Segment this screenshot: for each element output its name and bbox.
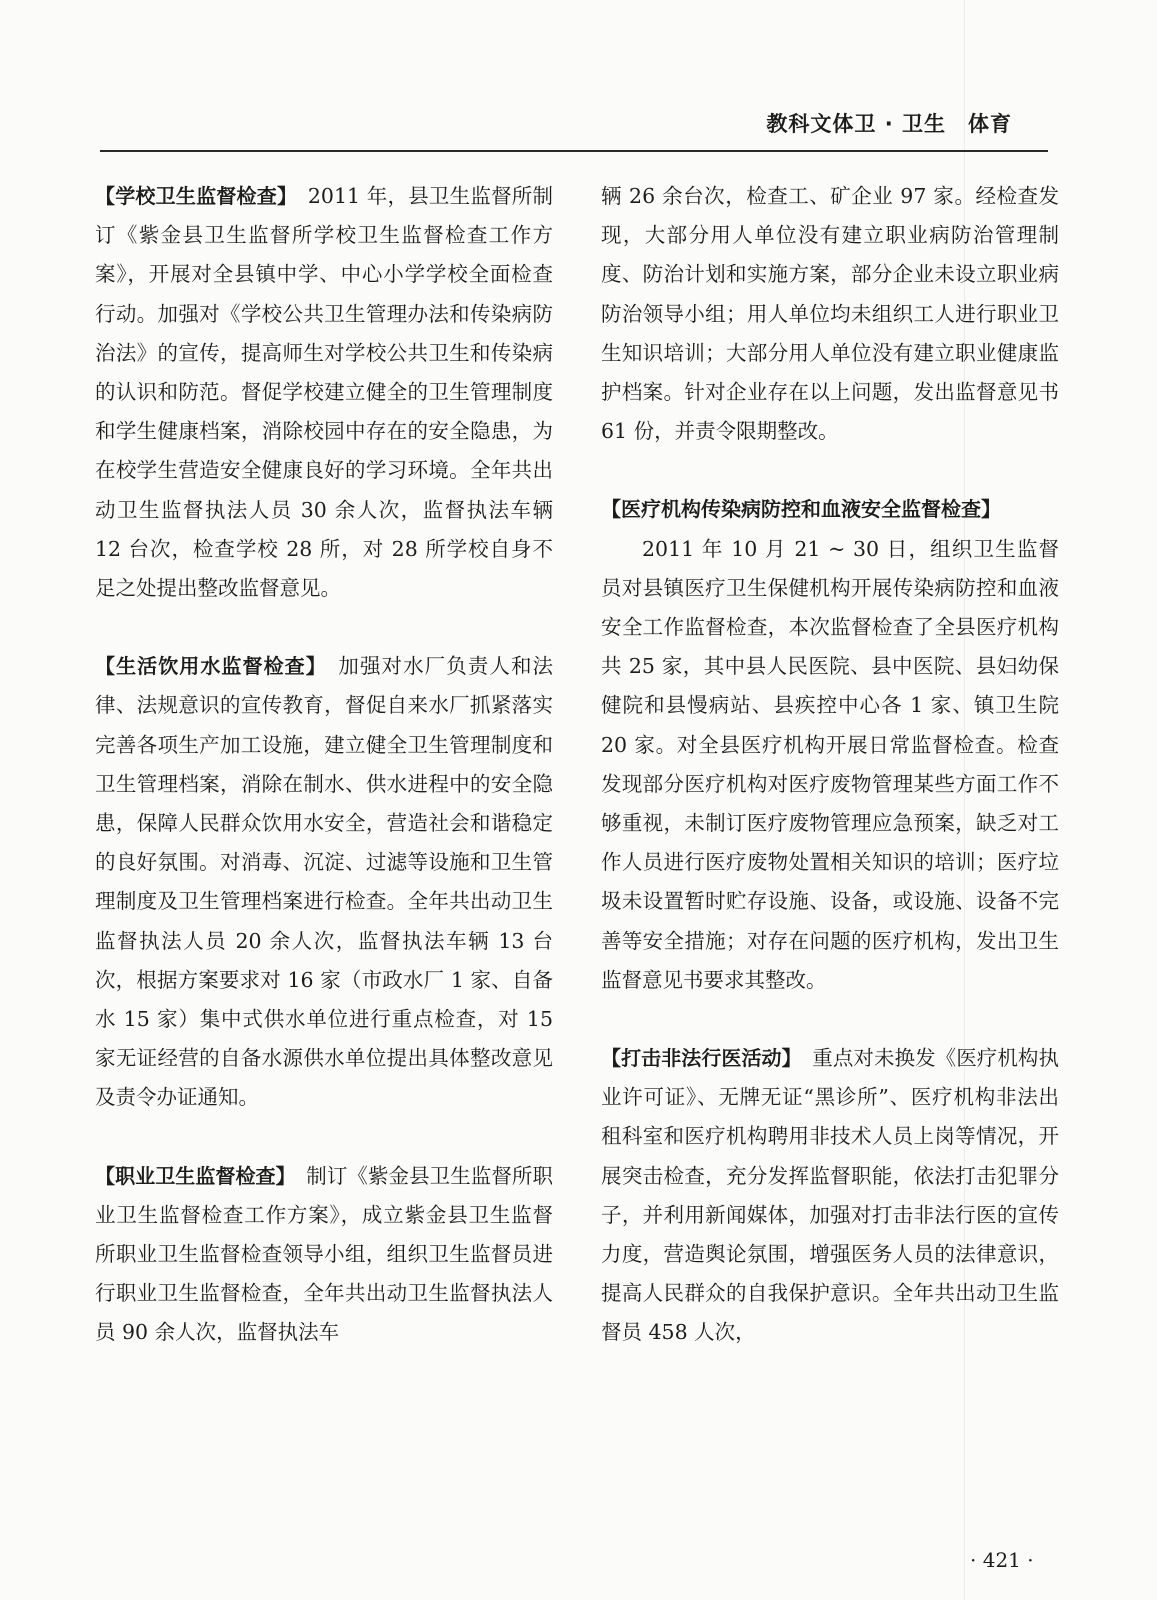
section-occupational-health: [95, 1157, 553, 1353]
section-gap: [95, 1118, 553, 1157]
section-body-paragraph: [601, 530, 1059, 1000]
section-occupational-health-continued: [601, 177, 1059, 451]
section-title: 【医疗机构传染病防控和血液安全监督检查】: [601, 497, 1001, 522]
section-body: 2011 年，县卫生监督所制订《紫金县卫生监督所学校卫生监督检查工作方案》，开展对全县镇中学、中心小学学校全面检查行动。加强对《学校公共卫生管理办法和传染病防治法》的宣传，提高师生对学校公共卫生和传染病的认识和防范。督促学校建立健全的卫生管理制度和学生健康档案，消除校园中存在的安全隐患，为在校学生营造安全健康良好的学习环境。全年共出动卫生监督执法人员 30 余人次，监督执法车辆 12 台次，检查学校 28 所，对 28 所学校自身不足之处提出整改监督意见。: [95, 184, 553, 601]
section-body: 2011 年 10 月 21 ~ 30 日，组织卫生监督员对县镇医疗卫生保健机构开展传染病防控和血液安全工作监督检查，本次监督检查了全县医疗机构共 25 家，其中县人民医院、县中医院、县妇幼保健院和县慢病站、县疾控中心各 1 家、镇卫生院 20 家。对全县医疗机构开展日常监督检查。检查发现部分医疗机构对医疗废物管理某些方面工作不够重视，未制订医疗废物管理应急预案，缺乏对工作人员进行医疗废物处置相关知识的培训；医疗垃圾未设置暂时贮存设施、设备，或设施、设备不完善等安全措施；对存在问题的医疗机构，发出卫生监督意见书要求其整改。: [601, 536, 1059, 992]
section-title: 【学校卫生监督检查】: [95, 184, 288, 208]
section-body: 辆 26 余台次，检查工、矿企业 97 家。经检查发现，大部分用人单位没有建立职业病防治管理制度、防治计划和实施方案，部分企业未设立职业病防治领导小组；用人单位均未组织工人进行职业卫生知识培训；大部分用人单位没有建立职业健康监护档案。针对企业存在以上问题，发出监督意见书 61 份，并责令限期整改。: [601, 184, 1059, 444]
header-title: 教科文体卫 · 卫生 体育: [766, 112, 1012, 136]
section-gap: [95, 608, 553, 647]
section-body: 制订《紫金县卫生监督所职业卫生监督检查工作方案》，成立紫金县卫生监督所职业卫生监督检查领导小组，组织卫生监督员进行职业卫生监督检查，全年共出动卫生监督执法人员 90 余人次，监督执法车: [95, 1163, 554, 1345]
section-title: 【打击非法行医活动】: [601, 1046, 792, 1071]
section-school-hygiene: [95, 177, 553, 608]
section-title: 【职业卫生监督检查】: [95, 1163, 286, 1188]
left-column: [95, 177, 553, 1353]
section-drinking-water: [95, 647, 553, 1117]
section-gap: [601, 451, 1059, 490]
running-header: [100, 110, 1048, 152]
section-title: 【生活饮用水监督检查】: [95, 654, 317, 679]
section-gap: [601, 1000, 1059, 1039]
section-medical-infection-control: [601, 490, 1059, 529]
section-body: 加强对水厂负责人和法律、法规意识的宣传教育，督促自来水厂抓紧落实完善各项生产加工设施，建立健全卫生管理制度和卫生管理档案，消除在制水、供水进程中的安全隐患，保障人民群众饮用水安全，营造社会和谐稳定的良好氛围。对消毒、沉淀、过滤等设施和卫生管理制度及卫生管理档案进行检查。全年共出动卫生监督执法人员 20 余人次，监督执法车辆 13 台次，根据方案要求对 16 家（市政水厂 1 家、自备水 15 家）集中式供水单位进行重点检查，对 15 家无证经营的自备水源供水单位提出具体整改意见及责令办证通知。: [95, 654, 554, 1110]
section-illegal-practice: [601, 1039, 1059, 1353]
section-body: 重点对未换发《医疗机构执业许可证》、无牌无证“黑诊所”、医疗机构非法出租科室和医疗机构聘用非技术人员上岗等情况，开展突击检查，充分发挥监督职能，依法打击犯罪分子，并利用新闻媒体，加强对打击非法行医的宣传力度，营造舆论氛围，增强医务人员的法律意识，提高人民群众的自我保护意识。全年共出动卫生监督员 458 人次，: [601, 1046, 1060, 1345]
page-number: · 421 ·: [970, 1548, 1034, 1572]
right-column: [601, 177, 1059, 1353]
